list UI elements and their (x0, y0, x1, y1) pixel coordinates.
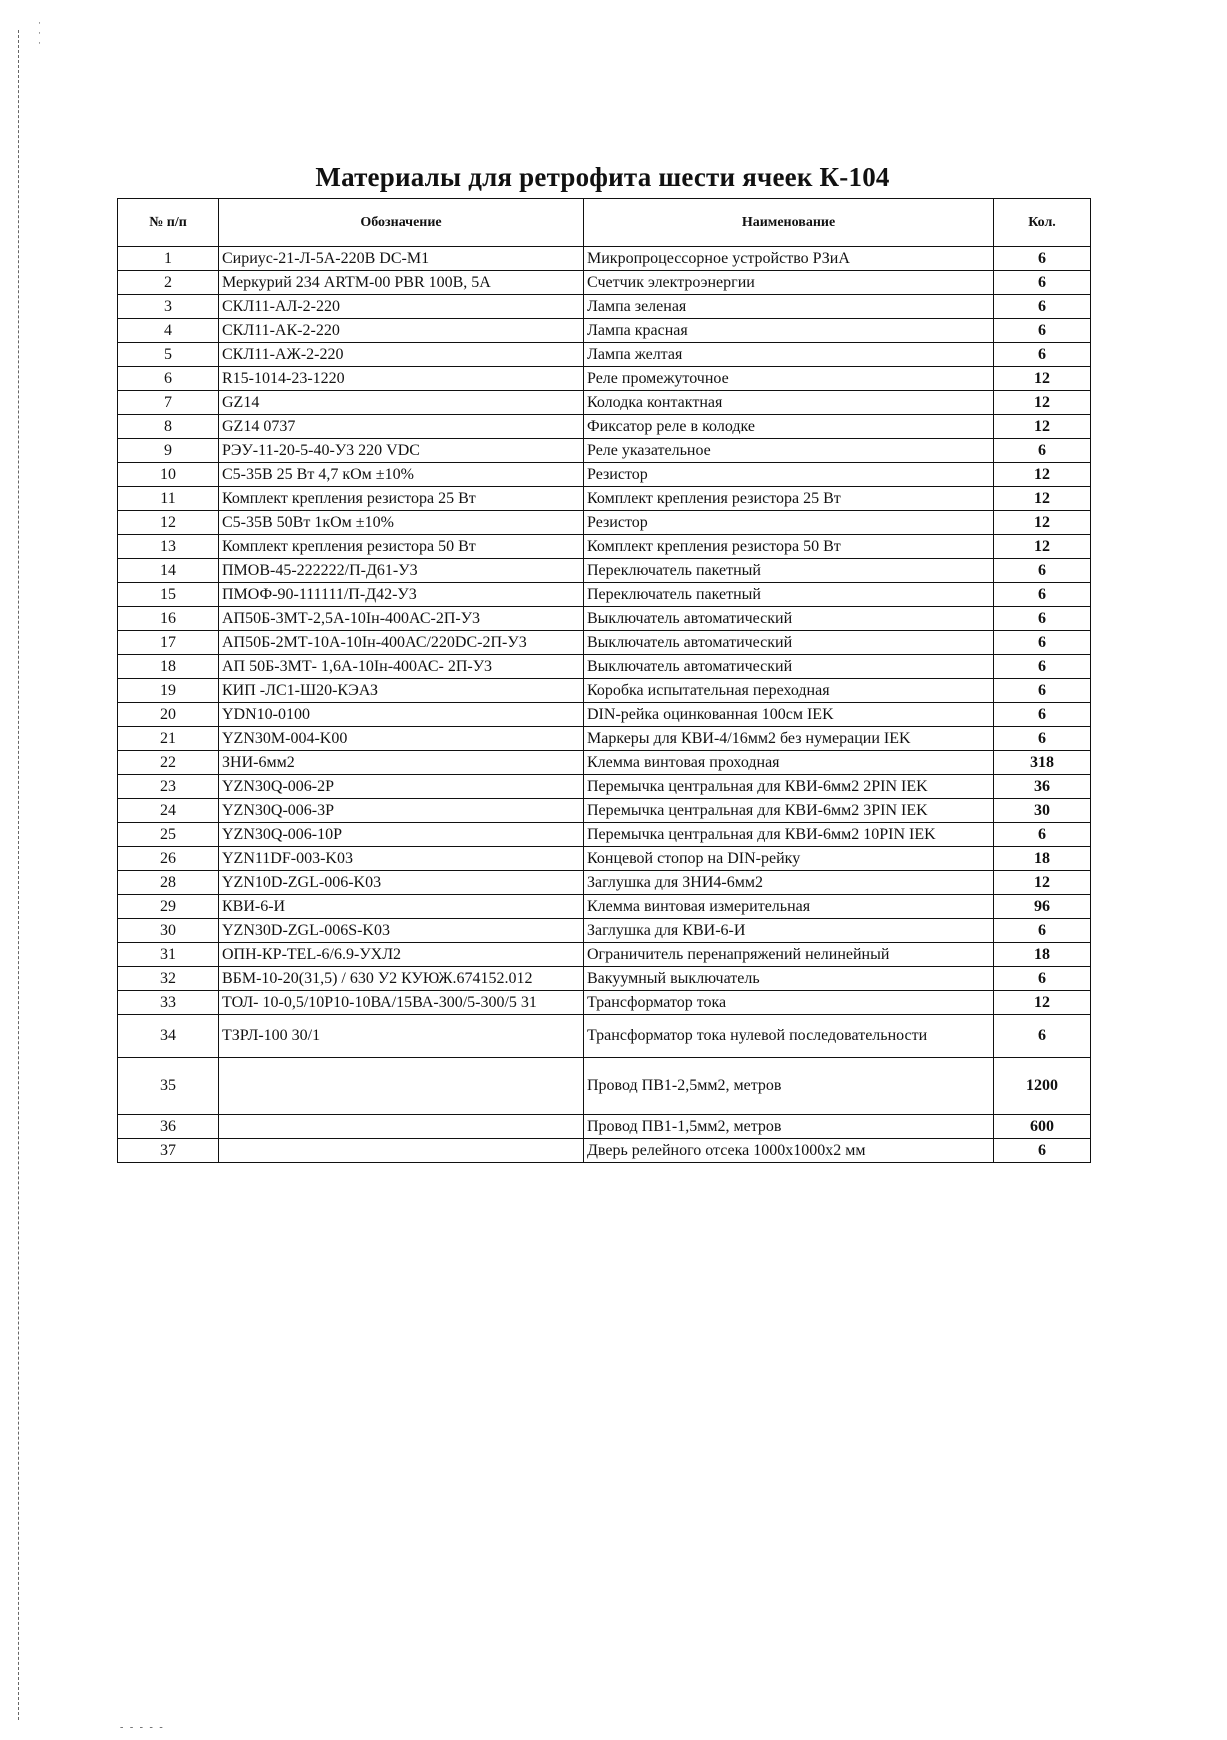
row-designation: АП50Б-2МТ-10А-10Iн-400АС/220DC-2П-У3 (219, 631, 584, 655)
row-name: Перемычка центральная для КВИ-6мм2 10PIN IEK (584, 823, 994, 847)
row-name: Заглушка для КВИ-6-И (584, 919, 994, 943)
table-row (118, 823, 1091, 847)
row-number: 36 (118, 1115, 219, 1139)
row-designation: ПМОВ-45-222222/П-Д61-У3 (219, 559, 584, 583)
row-designation: ОПН-КР-TEL-6/6.9-УХЛ2 (219, 943, 584, 967)
row-name: Реле промежуточное (584, 367, 994, 391)
table-header-row (118, 199, 1091, 247)
table-row (118, 415, 1091, 439)
row-quantity: 6 (994, 679, 1091, 703)
row-name: Фиксатор реле в колодке (584, 415, 994, 439)
table-row (118, 847, 1091, 871)
row-quantity: 12 (994, 367, 1091, 391)
table-row (118, 703, 1091, 727)
row-name: Заглушка для ЗНИ4-6мм2 (584, 871, 994, 895)
row-quantity: 12 (994, 511, 1091, 535)
table-row (118, 1139, 1091, 1163)
row-name: Перемычка центральная для КВИ-6мм2 2PIN IEK (584, 775, 994, 799)
table-row (118, 295, 1091, 319)
row-name: Реле указательное (584, 439, 994, 463)
row-name: Колодка контактная (584, 391, 994, 415)
row-name: Переключатель пакетный (584, 583, 994, 607)
row-quantity: 6 (994, 319, 1091, 343)
row-quantity: 30 (994, 799, 1091, 823)
table-row (118, 607, 1091, 631)
row-quantity: 12 (994, 391, 1091, 415)
row-number: 9 (118, 439, 219, 463)
row-designation: ПМОФ-90-111111/П-Д42-У3 (219, 583, 584, 607)
row-quantity: 6 (994, 823, 1091, 847)
row-number: 20 (118, 703, 219, 727)
row-number: 30 (118, 919, 219, 943)
document-title: Материалы для ретрофита шести ячеек К-104 (315, 162, 890, 192)
row-quantity: 6 (994, 271, 1091, 295)
row-name: Коробка испытательная переходная (584, 679, 994, 703)
row-quantity: 600 (994, 1115, 1091, 1139)
row-quantity: 318 (994, 751, 1091, 775)
row-number: 22 (118, 751, 219, 775)
row-designation: ТЗРЛ-100 30/1 (219, 1015, 584, 1058)
row-name: Перемычка центральная для КВИ-6мм2 3PIN IEK (584, 799, 994, 823)
row-name: Выключатель автоматический (584, 607, 994, 631)
row-quantity: 18 (994, 847, 1091, 871)
table-row (118, 247, 1091, 271)
row-designation (219, 1058, 584, 1115)
row-number: 28 (118, 871, 219, 895)
row-designation (219, 1139, 584, 1163)
row-quantity: 12 (994, 535, 1091, 559)
row-number: 37 (118, 1139, 219, 1163)
table-row (118, 535, 1091, 559)
row-designation: Комплект крепления резистора 50 Вт (219, 535, 584, 559)
row-designation: АП 50Б-3МТ- 1,6А-10Iн-400АС- 2П-У3 (219, 655, 584, 679)
table-row (118, 583, 1091, 607)
row-name: DIN-рейка оцинкованная 100см IEK (584, 703, 994, 727)
scan-specks: · · · (38, 18, 41, 48)
row-designation: СКЛ11-АК-2-220 (219, 319, 584, 343)
row-name: Выключатель автоматический (584, 655, 994, 679)
row-number: 25 (118, 823, 219, 847)
row-designation: R15-1014-23-1220 (219, 367, 584, 391)
row-designation: С5-35В 50Вт 1кОм ±10% (219, 511, 584, 535)
row-number: 26 (118, 847, 219, 871)
row-quantity: 6 (994, 583, 1091, 607)
row-designation: YDN10-0100 (219, 703, 584, 727)
row-number: 17 (118, 631, 219, 655)
table-row (118, 463, 1091, 487)
table-row (118, 919, 1091, 943)
table-row (118, 559, 1091, 583)
row-name: Клемма винтовая проходная (584, 751, 994, 775)
row-designation: ТОЛ- 10-0,5/10Р10-10ВА/15ВА-300/5-300/5 31 (219, 991, 584, 1015)
table-row (118, 1015, 1091, 1058)
row-designation: Сириус-21-Л-5А-220В DC-M1 (219, 247, 584, 271)
row-number: 11 (118, 487, 219, 511)
row-name: Трансформатор тока (584, 991, 994, 1015)
row-designation: YZN30Q-006-2P (219, 775, 584, 799)
table-row (118, 751, 1091, 775)
header-name: Наименование (584, 199, 994, 247)
table-row (118, 967, 1091, 991)
table-row (118, 991, 1091, 1015)
header-num: № п/п (118, 199, 219, 247)
row-quantity: 6 (994, 727, 1091, 751)
row-quantity: 6 (994, 343, 1091, 367)
row-quantity: 6 (994, 1015, 1091, 1058)
header-designation: Обозначение (219, 199, 584, 247)
header-qty: Кол. (994, 199, 1091, 247)
row-name: Резистор (584, 463, 994, 487)
row-number: 10 (118, 463, 219, 487)
row-quantity: 36 (994, 775, 1091, 799)
row-number: 19 (118, 679, 219, 703)
table-row (118, 871, 1091, 895)
row-number: 32 (118, 967, 219, 991)
row-name: Резистор (584, 511, 994, 535)
table-row (118, 655, 1091, 679)
row-quantity: 12 (994, 991, 1091, 1015)
row-designation: YZN30M-004-K00 (219, 727, 584, 751)
row-designation: КИП -ЛС1-Ш20-КЭАЗ (219, 679, 584, 703)
row-designation: ЗНИ-6мм2 (219, 751, 584, 775)
row-designation: АП50Б-3МТ-2,5А-10Iн-400АС-2П-У3 (219, 607, 584, 631)
row-designation: Меркурий 234 ARTM-00 PBR 100В, 5А (219, 271, 584, 295)
table-row (118, 343, 1091, 367)
row-number: 24 (118, 799, 219, 823)
row-designation: С5-35В 25 Вт 4,7 кОм ±10% (219, 463, 584, 487)
row-name: Маркеры для КВИ-4/16мм2 без нумерации IEK (584, 727, 994, 751)
row-number: 16 (118, 607, 219, 631)
row-name: Лампа красная (584, 319, 994, 343)
row-number: 15 (118, 583, 219, 607)
table-row (118, 1058, 1091, 1115)
row-number: 14 (118, 559, 219, 583)
row-designation: СКЛ11-АЖ-2-220 (219, 343, 584, 367)
row-name: Ограничитель перенапряжений нелинейный (584, 943, 994, 967)
scan-footer-mark: - - - - - (120, 1722, 165, 1733)
row-number: 35 (118, 1058, 219, 1115)
row-quantity: 6 (994, 1139, 1091, 1163)
row-quantity: 12 (994, 415, 1091, 439)
row-number: 23 (118, 775, 219, 799)
materials-table (117, 198, 1091, 1163)
row-designation: YZN30D-ZGL-006S-K03 (219, 919, 584, 943)
row-quantity: 6 (994, 439, 1091, 463)
row-number: 2 (118, 271, 219, 295)
row-quantity: 6 (994, 967, 1091, 991)
row-number: 18 (118, 655, 219, 679)
row-name: Концевой стопор на DIN-рейку (584, 847, 994, 871)
row-designation: ВБМ-10-20(31,5) / 630 У2 КУЮЖ.674152.012 (219, 967, 584, 991)
row-designation: РЭУ-11-20-5-40-У3 220 VDC (219, 439, 584, 463)
table-row (118, 631, 1091, 655)
row-name: Вакуумный выключатель (584, 967, 994, 991)
row-number: 5 (118, 343, 219, 367)
row-name: Переключатель пакетный (584, 559, 994, 583)
row-quantity: 12 (994, 463, 1091, 487)
table-row (118, 391, 1091, 415)
row-name: Трансформатор тока нулевой последовательности (584, 1015, 994, 1058)
row-quantity: 96 (994, 895, 1091, 919)
table-row (118, 679, 1091, 703)
row-designation: YZN30Q-006-3P (219, 799, 584, 823)
table-row (118, 775, 1091, 799)
row-quantity: 6 (994, 247, 1091, 271)
table-row (118, 727, 1091, 751)
row-number: 1 (118, 247, 219, 271)
table-row (118, 319, 1091, 343)
table-row (118, 271, 1091, 295)
row-number: 34 (118, 1015, 219, 1058)
row-number: 13 (118, 535, 219, 559)
row-name: Микропроцессорное устройство РЗиА (584, 247, 994, 271)
row-name: Счетчик электроэнергии (584, 271, 994, 295)
row-number: 12 (118, 511, 219, 535)
row-designation: КВИ-6-И (219, 895, 584, 919)
row-name: Выключатель автоматический (584, 631, 994, 655)
row-quantity: 6 (994, 295, 1091, 319)
table-row (118, 487, 1091, 511)
row-name: Провод ПВ1-2,5мм2, метров (584, 1058, 994, 1115)
row-designation: GZ14 0737 (219, 415, 584, 439)
row-quantity: 6 (994, 655, 1091, 679)
table-row (118, 895, 1091, 919)
row-quantity: 6 (994, 607, 1091, 631)
row-name: Лампа зеленая (584, 295, 994, 319)
row-designation: YZN10D-ZGL-006-K03 (219, 871, 584, 895)
row-number: 6 (118, 367, 219, 391)
row-quantity: 6 (994, 919, 1091, 943)
row-designation: YZN30Q-006-10P (219, 823, 584, 847)
row-quantity: 6 (994, 631, 1091, 655)
row-number: 7 (118, 391, 219, 415)
table-row (118, 511, 1091, 535)
row-number: 4 (118, 319, 219, 343)
row-name: Провод ПВ1-1,5мм2, метров (584, 1115, 994, 1139)
row-name: Комплект крепления резистора 25 Вт (584, 487, 994, 511)
table-body (118, 247, 1091, 1163)
row-number: 3 (118, 295, 219, 319)
row-designation: Комплект крепления резистора 25 Вт (219, 487, 584, 511)
row-quantity: 18 (994, 943, 1091, 967)
table-row (118, 367, 1091, 391)
row-number: 21 (118, 727, 219, 751)
row-designation: СКЛ11-АЛ-2-220 (219, 295, 584, 319)
row-name: Комплект крепления резистора 50 Вт (584, 535, 994, 559)
row-number: 8 (118, 415, 219, 439)
scan-edge-mark (18, 30, 19, 1720)
row-number: 29 (118, 895, 219, 919)
table-row (118, 943, 1091, 967)
row-number: 31 (118, 943, 219, 967)
row-designation: YZN11DF-003-K03 (219, 847, 584, 871)
row-name: Дверь релейного отсека 1000х1000х2 мм (584, 1139, 994, 1163)
table-row (118, 439, 1091, 463)
row-designation: GZ14 (219, 391, 584, 415)
row-quantity: 6 (994, 559, 1091, 583)
row-name: Лампа желтая (584, 343, 994, 367)
table-row (118, 1115, 1091, 1139)
row-quantity: 12 (994, 487, 1091, 511)
row-number: 33 (118, 991, 219, 1015)
table-row (118, 799, 1091, 823)
row-name: Клемма винтовая измерительная (584, 895, 994, 919)
row-quantity: 6 (994, 703, 1091, 727)
row-quantity: 1200 (994, 1058, 1091, 1115)
row-quantity: 12 (994, 871, 1091, 895)
row-designation (219, 1115, 584, 1139)
